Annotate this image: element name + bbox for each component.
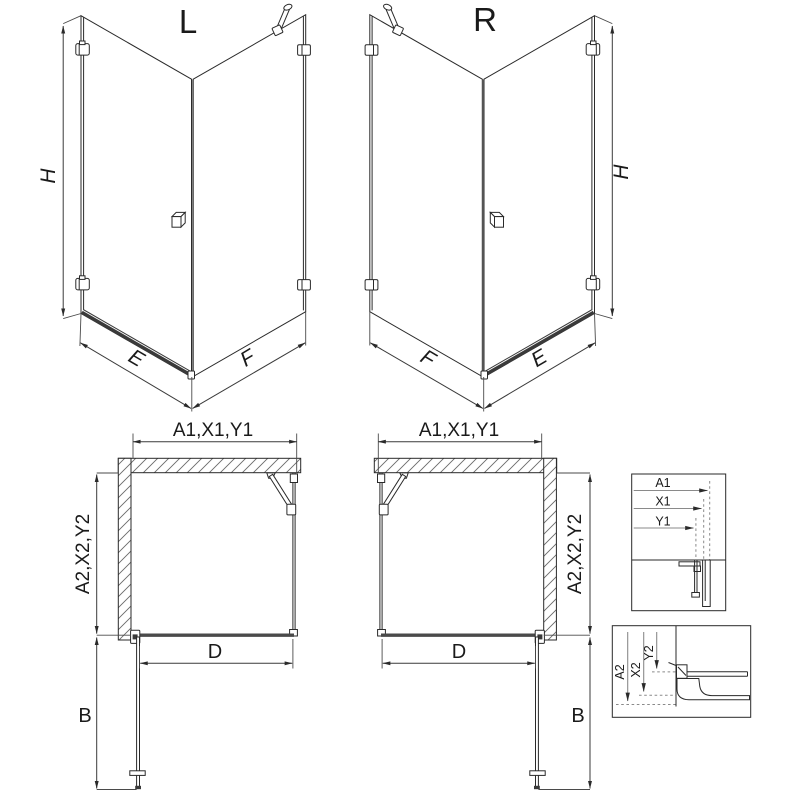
dim-label-width: A1,X1,Y1 xyxy=(172,420,254,441)
detail-wall-profile xyxy=(632,474,726,611)
detail-dim-x2: X2 xyxy=(629,662,643,678)
wall-side xyxy=(118,458,131,640)
dim-label-h: H xyxy=(37,168,60,184)
wall-side xyxy=(544,458,557,640)
detail-dim-x1: X1 xyxy=(655,494,671,509)
detail-dim-a2: A2 xyxy=(613,664,627,680)
detail-dim-y1: Y1 xyxy=(655,514,671,529)
figure-3d-right xyxy=(365,1,633,412)
handle-icon xyxy=(130,771,145,776)
dim-label-e: E xyxy=(527,344,552,372)
dim-label-opening: D xyxy=(207,641,223,663)
dim-label-depth: A2,X2,Y2 xyxy=(565,513,586,595)
dim-label-door-swing: B xyxy=(78,705,92,727)
wall-top xyxy=(374,458,556,472)
detail-bottom-profile xyxy=(612,626,750,718)
door-open-plan xyxy=(130,637,145,789)
dim-label-door-swing: B xyxy=(571,705,585,727)
dim-label-width: A1,X1,Y1 xyxy=(418,420,500,441)
detail-dim-a1: A1 xyxy=(655,476,671,490)
dim-label-opening: D xyxy=(451,641,467,663)
fixed-panel-plan xyxy=(293,473,295,635)
panel-top-fitting xyxy=(378,474,385,483)
dim-label-depth: A2,X2,Y2 xyxy=(73,513,94,595)
version-label-left: L xyxy=(178,3,198,40)
figure-3d-left xyxy=(37,3,310,412)
dim-label-f: F xyxy=(236,345,260,372)
panel-top-fitting xyxy=(290,474,297,483)
dim-label-f: F xyxy=(416,345,440,372)
plan-view-right xyxy=(374,420,590,790)
version-label-right: R xyxy=(473,1,497,38)
door-open-plan xyxy=(530,637,545,789)
detail-dim-y2: Y2 xyxy=(642,645,656,661)
plan-view-left xyxy=(73,420,301,790)
dim-label-e: E xyxy=(124,344,149,372)
handle-icon xyxy=(530,771,545,776)
fixed-panel-plan xyxy=(380,473,382,635)
wall-top xyxy=(118,458,300,472)
dim-label-h: H xyxy=(610,164,633,180)
detail-frame xyxy=(632,474,726,611)
